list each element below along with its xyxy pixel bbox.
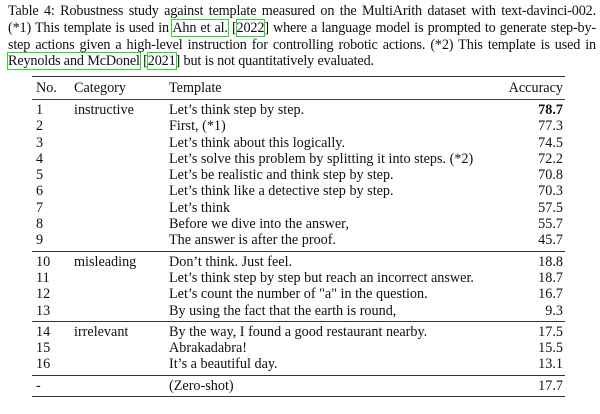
cell-no: 8 — [36, 216, 44, 233]
cell-no: 1 — [32, 100, 74, 119]
cell-category — [74, 356, 169, 375]
cell-template: It’s a beautiful day. — [169, 356, 278, 373]
table-row — [32, 100, 565, 119]
cell-category — [74, 286, 169, 302]
cell-no: 9 — [36, 232, 44, 249]
cell-category: misleading — [74, 251, 169, 270]
cell-no: 11 — [36, 269, 50, 286]
header-template: Template — [169, 77, 503, 100]
table-caption — [8, 3, 596, 70]
cell-accuracy: 13.1 — [538, 356, 563, 373]
header-category: Category — [74, 77, 169, 100]
table-row — [32, 340, 565, 356]
cell-category: instructive — [74, 100, 169, 119]
table-body — [32, 100, 565, 397]
citation-year-link-2021[interactable]: 2021 — [147, 53, 176, 70]
cell-no: - — [32, 375, 74, 396]
header-accuracy: Accuracy — [503, 77, 565, 100]
citation-year-link-2022[interactable]: 2022 — [236, 19, 265, 36]
table-row — [32, 183, 565, 199]
table-row — [32, 356, 565, 375]
cell-no: 7 — [36, 199, 44, 216]
cell-category — [74, 216, 169, 232]
cell-accuracy: 45.7 — [538, 232, 563, 249]
cell-accuracy: 17.7 — [503, 375, 565, 396]
table-row — [32, 375, 565, 396]
citation-link-ahn[interactable]: Ahn et al. — [172, 19, 228, 36]
cell-no: 13 — [36, 302, 51, 319]
cell-no: 10 — [32, 251, 74, 270]
table-row — [32, 167, 565, 183]
cell-category — [74, 135, 169, 151]
cell-no: 15 — [36, 340, 51, 357]
cell-accuracy: 9.3 — [545, 302, 563, 319]
caption-text: [ — [227, 19, 237, 36]
cell-accuracy: 70.3 — [538, 183, 563, 200]
table-row — [32, 251, 565, 270]
cell-accuracy: 16.7 — [538, 286, 563, 303]
cell-accuracy: 18.7 — [538, 269, 563, 286]
cell-category — [74, 167, 169, 183]
results-table — [32, 76, 565, 397]
caption-text: ] but is not quantitatively evaluated. — [175, 53, 374, 70]
table-row — [32, 303, 565, 322]
table-row — [32, 232, 565, 251]
cell-template: Let’s count the number of "a" in the question. — [169, 286, 428, 303]
cell-template: Let’s think step by step but reach an incorrect answer. — [169, 269, 474, 286]
cell-accuracy: 15.5 — [538, 340, 563, 357]
cell-template: By the way, I found a good restaurant nearby. — [169, 321, 503, 340]
table-row — [32, 151, 565, 167]
cell-category — [74, 270, 169, 286]
cell-template: Let’s be realistic and think step by step. — [169, 167, 394, 184]
cell-category — [74, 303, 169, 322]
cell-template: By using the fact that the earth is round, — [169, 302, 397, 319]
cell-template: (Zero-shot) — [169, 375, 503, 396]
header-no: No. — [32, 77, 74, 100]
cell-no: 2 — [36, 118, 44, 135]
cell-accuracy: 78.7 — [503, 100, 565, 119]
cell-accuracy: 17.5 — [503, 321, 565, 340]
caption-text: Table 4: Robustness study against template measured on the MultiArith dataset with text-davinci-002. (*1) This template is used in — [8, 3, 596, 36]
citation-link-reynolds[interactable]: Reynolds and McDonel — [8, 53, 140, 70]
cell-category — [74, 151, 169, 167]
cell-template: Before we dive into the answer, — [169, 216, 349, 233]
caption-text: [ — [139, 53, 148, 70]
cell-no: 12 — [36, 286, 51, 303]
cell-template: Let’s solve this problem by splitting it into steps. (*2) — [169, 150, 474, 167]
header-row — [32, 77, 565, 100]
cell-accuracy: 77.3 — [538, 118, 563, 135]
cell-category — [74, 118, 169, 134]
cell-template: The answer is after the proof. — [169, 232, 337, 249]
cell-no: 5 — [36, 167, 44, 184]
table-row — [32, 270, 565, 286]
cell-accuracy: 55.7 — [538, 216, 563, 233]
cell-no: 3 — [36, 134, 44, 151]
caption-text: ] where a language model is prompted to generate step-by-step actions given a high-level instruction for controlling robotic actions. (*2) This template is used in — [8, 19, 596, 53]
robustness-table — [32, 76, 565, 397]
cell-template: First, (*1) — [169, 118, 226, 135]
cell-template: Don’t think. Just feel. — [169, 251, 503, 270]
cell-template: Abrakadabra! — [169, 340, 247, 357]
cell-category — [74, 340, 169, 356]
cell-category: irrelevant — [74, 321, 169, 340]
cell-template: Let’s think about this logically. — [169, 134, 346, 151]
table-row — [32, 321, 565, 340]
cell-category — [74, 200, 169, 216]
cell-accuracy: 72.2 — [538, 150, 563, 167]
cell-no: 6 — [36, 183, 44, 200]
cell-no: 14 — [32, 321, 74, 340]
cell-category — [74, 232, 169, 251]
table-row — [32, 286, 565, 302]
cell-accuracy: 70.8 — [538, 167, 563, 184]
cell-no: 16 — [36, 356, 51, 373]
cell-no: 4 — [36, 150, 44, 167]
cell-template: Let’s think like a detective step by step. — [169, 183, 394, 200]
table-row — [32, 216, 565, 232]
cell-template: Let’s think — [169, 199, 231, 216]
table-row — [32, 118, 565, 134]
cell-category — [74, 183, 169, 199]
cell-template: Let’s think step by step. — [169, 100, 503, 119]
cell-category — [74, 375, 169, 396]
cell-accuracy: 74.5 — [538, 134, 563, 151]
cell-accuracy: 57.5 — [538, 199, 563, 216]
cell-accuracy: 18.8 — [503, 251, 565, 270]
table-row — [32, 200, 565, 216]
table-row — [32, 135, 565, 151]
